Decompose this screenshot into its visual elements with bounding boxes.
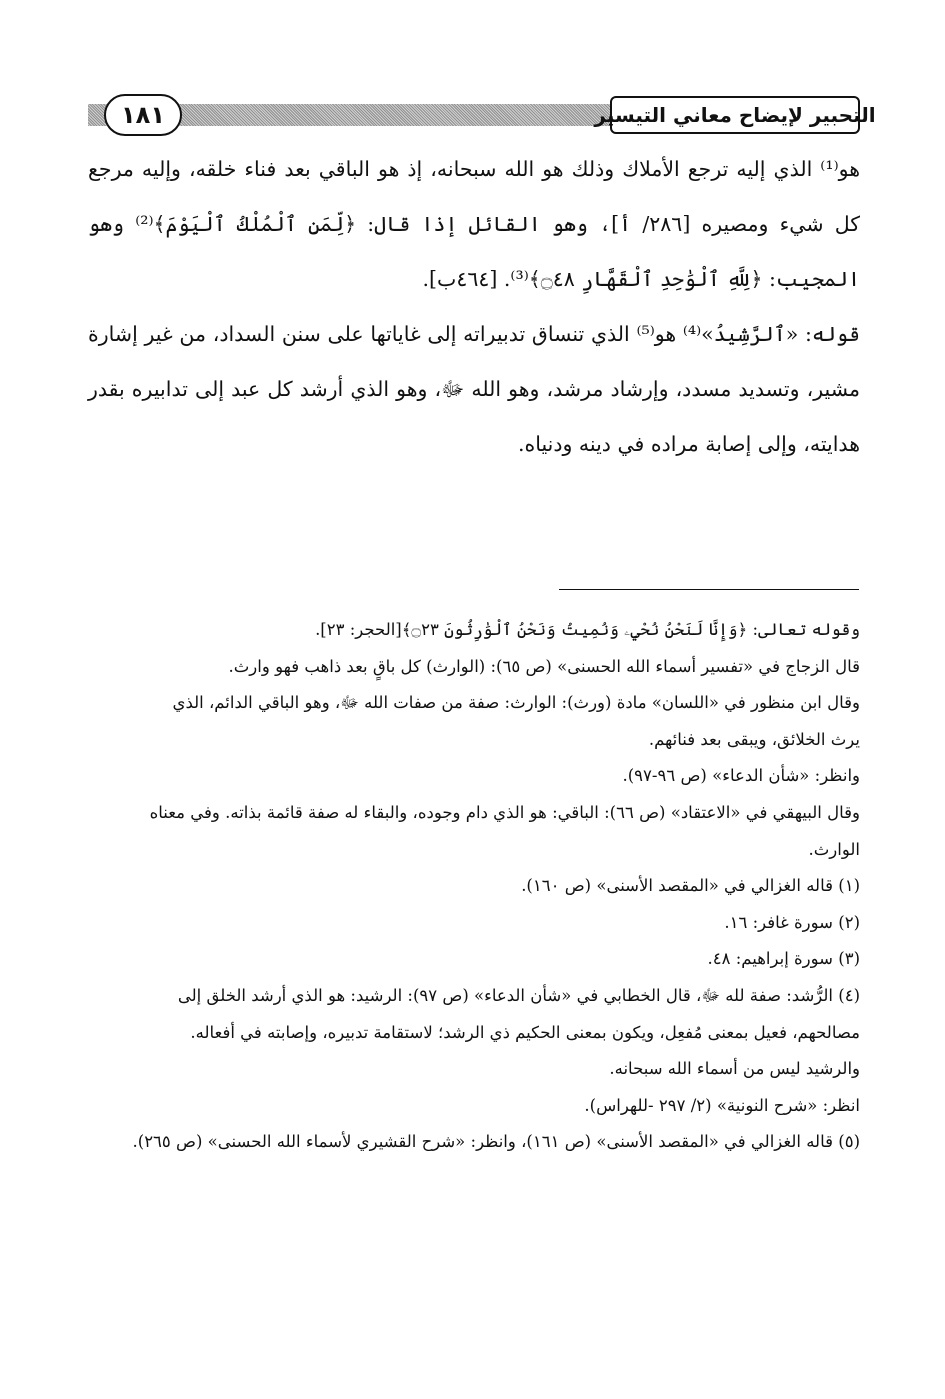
main-paragraph: هو⁽¹⁾ الذي إليه ترجع الأملاك وذلك هو الله سبحانه، إذ هو الباقي بعد فناء خلقه، وإليه مرجع كل شيء ومصيره [٢٨٦/ أ]، وهو القائل إذا قال: ﴿لِّمَنِ ٱلْمُلْكُ ٱلْيَوْمَ﴾⁽²⁾ وهو المجيب: ﴿لِلَّهِ ٱلْوَٰحِدِ ٱلْقَهَّارِ ۝٤٨﴾⁽³⁾. [٤٦٤ب]. <box>88 157 860 291</box>
footnote-line: الوارث. <box>808 839 860 859</box>
footnote-line: يرث الخلائق، ويبقى بعد فنائهم. <box>648 729 860 749</box>
header-title-frame <box>594 96 876 134</box>
book-title: التحبير لإيضاح معاني التيسير <box>594 103 876 127</box>
footnote-line: انظر: «شرح النونية» (٢/ ٢٩٧ -للهراس). <box>584 1095 860 1115</box>
footnote-line: والرشيد ليس من أسماء الله سبحانه. <box>609 1059 860 1079</box>
footnote-line: وقال ابن منظور في «اللسان» مادة (ورث): الوارث: صفة من صفات الله ﷻ، وهو الباقي الدائم، الذي <box>172 693 860 713</box>
main-text-body <box>88 142 860 472</box>
page-number-frame <box>104 94 182 136</box>
footnote-line: وقال البيهقي في «الاعتقاد» (ص ٦٦): الباقي: هو الذي دام وجوده، والبقاء له صفة قائمة بذاته. وفي معناه <box>149 802 860 822</box>
footnotes-section <box>88 612 860 1161</box>
footnote-separator <box>559 589 859 590</box>
page-number: ١٨١ <box>121 101 165 129</box>
footnote-line: مصالحهم، فعيل بمعنى مُفعِل، ويكون بمعنى الحكيم ذي الرشد؛ لاستقامة تدبيره، وإصابته في أفعاله. <box>190 1022 860 1042</box>
footnote-line: (٣) سورة إبراهيم: ٤٨. <box>707 949 860 969</box>
main-paragraph: قوله: «ٱلرَّشِيدُ»⁽⁴⁾ هو⁽⁵⁾ الذي تنساق تدبيراته إلى غاياتها على سنن السداد، من غير إشارة مشير، وتسديد مسدد، وإرشاد مرشد، وهو الله ﷻ، وهو الذي أرشد كل عبد إلى تدابيره بقدر هدايته، وإلى إصابة مراده في دينه ودنياه. <box>88 322 860 456</box>
footnote-line: (٥) قاله الغزالي في «المقصد الأسنى» (ص ١٦١)، وانظر: «شرح القشيري لأسماء الله الحسنى» (ص ٢٦٥). <box>132 1132 860 1152</box>
footnote-line: (١) قاله الغزالي في «المقصد الأسنى» (ص ١٦٠). <box>521 876 860 896</box>
footnote-line: (٤) الرُّشد: صفة لله ﷻ، قال الخطابي في «شأن الدعاء» (ص ٩٧): الرشيد: هو الذي أرشد الخلق إلى <box>177 985 860 1005</box>
footnote-line: قال الزجاج في «تفسير أسماء الله الحسنى» (ص ٦٥): (الوارث) كل باقٍ بعد ذاهب فهو وارث. <box>228 656 860 676</box>
footnote-line: وانظر: «شأن الدعاء» (ص ٩٦-٩٧). <box>622 766 860 786</box>
footnote-line: وقوله تعالى: ﴿وَإِنَّا لَنَحْنُ نُحْيِۦ وَنُمِيتُ وَنَحْنُ ٱلْوَٰرِثُونَ ۝٢٣﴾[الحجر: ٢٣]. <box>315 620 860 639</box>
running-header <box>88 94 876 138</box>
footnote-line: (٢) سورة غافر: ١٦. <box>724 912 860 932</box>
